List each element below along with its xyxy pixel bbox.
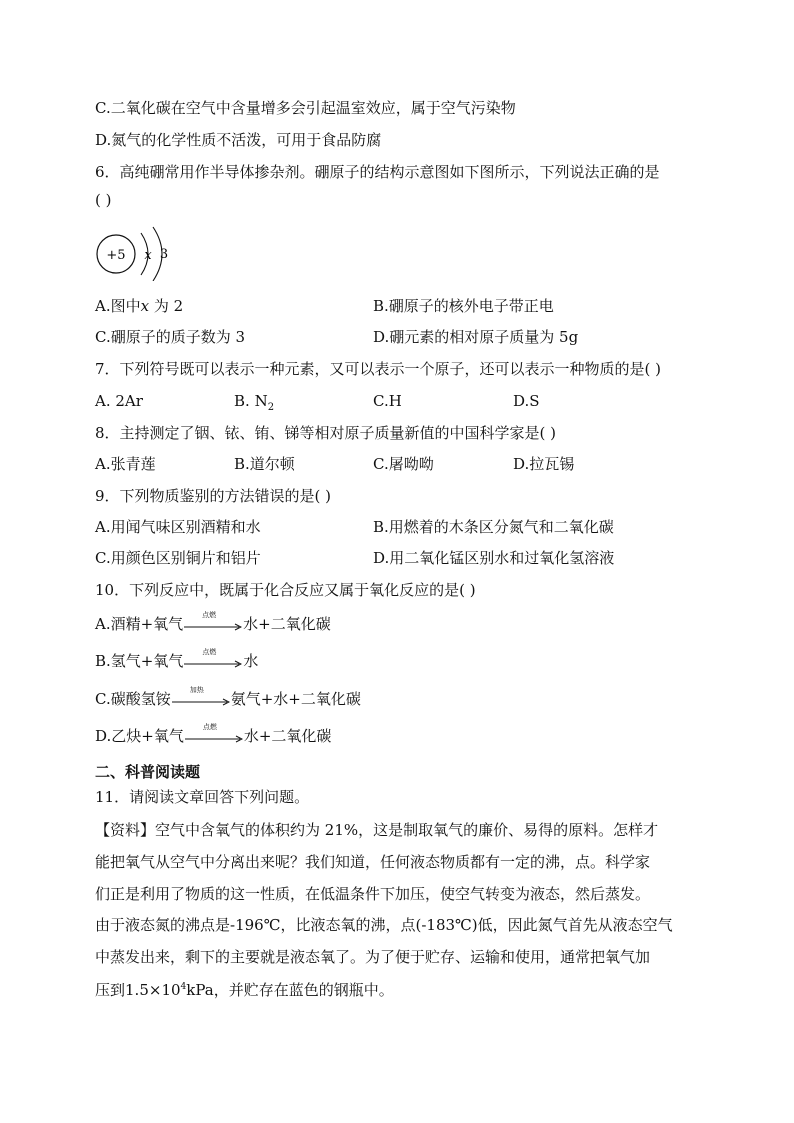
q7-option-a: A. 2Ar [95,392,143,410]
atom-structure-svg [95,225,215,281]
q11-paragraph-line-3: 们正是利用了物质的这一性质，在低温条件下加压，使空气转变为液态，然后蒸发。 [95,885,651,903]
reaction-arrow: 点燃 [184,654,242,670]
q8-stem: 8．主持测定了铟、铱、铕、锑等相对原子质量新值的中国科学家是( ) [95,424,557,442]
q6-options-row1 [95,296,554,316]
q11-paragraph-line-6: 压到$1.5\times 10^4kPa$，并贮存在蓝色的钢瓶中。 [95,981,394,999]
q7-option-c: C.H [373,392,402,410]
q6-blank: ( ) [95,191,112,209]
shell1-electrons: x [144,248,152,263]
q9-options-row2 [95,548,615,568]
q5-option-c: C.二氧化碳在空气中含量增多会引起温室效应，属于空气污染物 [95,99,516,117]
q10-option-a: A.酒精+氧气 点燃 水+二氧化碳 [95,611,331,633]
q10-option-b: B.氢气+氧气 点燃 水 [95,648,259,670]
shell2-electrons: 3 [159,247,169,262]
nucleus-charge: +5 [106,248,126,263]
q7-option-b: B. $N_2$ [234,392,275,413]
section-heading: 二、科普阅读题 [95,763,201,781]
q9-stem: 9．下列物质鉴别的方法错误的是( ) [95,487,332,505]
q11-paragraph-line-1: 【资料】空气中含氧气的体积约为 21%，这是制取氧气的廉价、易得的原料。怎样才 [95,821,659,839]
q6-option-b: B.硼原子的核外电子带正电 [373,297,554,315]
q11-stem: 11．请阅读文章回答下列问题。 [95,788,310,806]
q8-option-d: D.拉瓦锡 [513,455,575,473]
q11-paragraph-line-5: 中蒸发出来，剩下的主要就是液态氧了。为了便于贮存、运输和使用，通常把氧气加 [95,948,651,966]
q6-stem: 6．高纯硼常用作半导体掺杂剂。硼原子的结构示意图如下图所示，下列说法正确的是 [95,163,660,181]
q6-option-d: D.硼元素的相对原子质量为 5g [373,328,579,346]
q7-option-d: D.S [513,392,540,410]
q9-option-c: C.用颜色区别铜片和铝片 [95,549,261,567]
q6-options-row2 [95,327,579,347]
q9-option-d: D.用二氧化锰区别水和过氧化氢溶液 [373,549,615,567]
reaction-arrow: 加热 [172,692,230,708]
boron-atom-diagram [95,225,215,281]
q10-option-d: D.乙炔+氧气 点燃 水+二氧化碳 [95,723,332,745]
reaction-arrow: 点燃 [185,729,243,745]
q8-option-b: B.道尔顿 [234,455,295,473]
q9-options-row1 [95,517,614,537]
q11-paragraph-line-2: 能把氧气从空气中分离出来呢？我们知道，任何液态物质都有一定的沸，点。科学家 [95,853,651,871]
reaction-arrow: 点燃 [184,617,242,633]
q10-option-c: C.碳酸氢铵 加热 氨气+水+二氧化碳 [95,686,361,708]
q9-option-a: A.用闻气味区别酒精和水 [95,518,261,536]
q8-option-c: C.屠呦呦 [373,455,434,473]
q5-option-d: D.氮气的化学性质不活泼，可用于食品防腐 [95,131,382,149]
q10-stem: 10．下列反应中，既属于化合反应又属于氧化反应的是( ) [95,581,476,599]
q9-option-b: B.用燃着的木条区分氮气和二氧化碳 [373,518,614,536]
q8-option-a: A.张青莲 [95,455,156,473]
q6-option-a: A.图中x 为 2 [95,297,184,315]
q11-paragraph-line-4: 由于液态氮的沸点是-196℃，比液态氧的沸，点(-183℃)低，因此氮气首先从液态空气 [95,916,673,934]
q6-option-c: C.硼原子的质子数为 3 [95,328,246,346]
q7-stem: 7．下列符号既可以表示一种元素，又可以表示一个原子，还可以表示一种物质的是( ) [95,360,662,378]
